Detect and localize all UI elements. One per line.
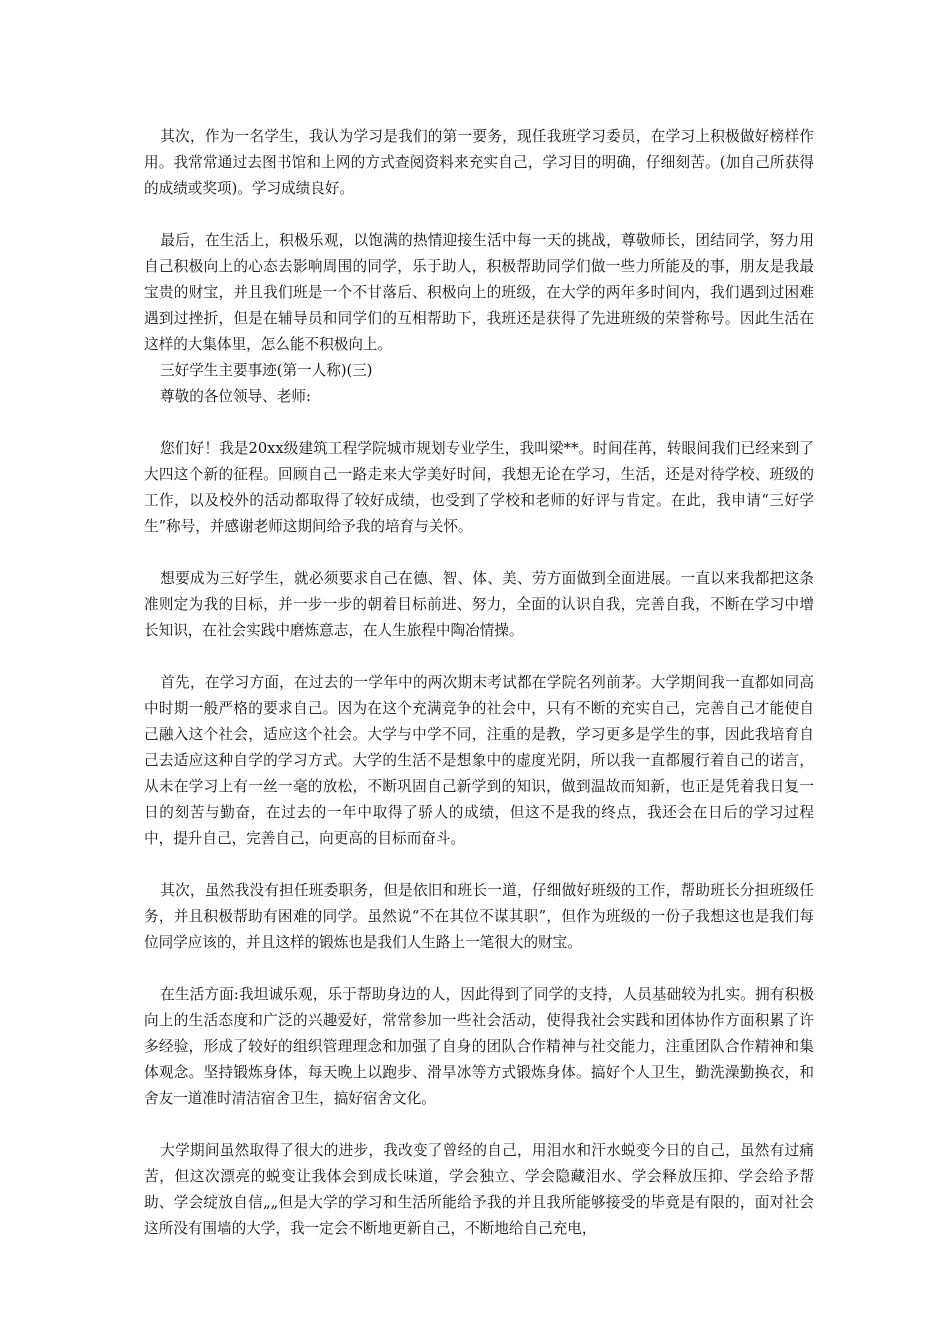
paragraph-text: 其次，虽然我没有担任班委职务，但是依旧和班长一道，仔细做好班级的工作，帮助班长分担班级任务，并且积极帮助有困难的同学。虽然说“不在其位不谋其职”，但作为班级的一份子我想这也是我们每位同学应该的，并且这样的锻炼也是我们人生路上一笔很大的财宝。 [144,882,814,951]
paragraph-text: 首先，在学习方面，在过去的一学年中的两次期末考试都在学院名列前茅。大学期间我一直都如同高中时期一般严格的要求自己。因为在这个充满竞争的社会中，只有不断的充实自己，完善自己才能使自己融入这个社会，适应这个社会。大学与中学不同，注重的是教，学习更多是学生的事，因此我培育自己去适应这种自学的学习方式。大学的生活不是想象中的虚度光阴，所以我一直都履行着自己的诺言，从未在学习上有一丝一毫的放松，不断巩固自己新学到的知识，做到温故而知新，也正是凭着我日复一日的刻苦与勤奋，在过去的一年中取得了骄人的成绩，但这不是我的终点，我还会在日后的学习过程中，提升自己，完善自己，向更高的目标而奋斗。 [144,674,814,847]
paragraph-text: 最后，在生活上，积极乐观，以饱满的热情迎接生活中每一天的挑战，尊敬师长，团结同学，努力用自己积极向上的心态去影响周围的同学，乐于助人，积极帮助同学们做一些力所能及的事，朋友是我最宝贵的财宝，并且我们班是一个不甘落后、积极向上的班级，在大学的两年多时间内，我们遇到过困难遇到过挫折，但是在辅导员和同学们的互相帮助下，我班还是获得了先进班级的荣誉称号。因此生活在这样的大集体里，怎么能不积极向上。 [144,232,814,353]
paragraph-text: 想要成为三好学生，就必须要求自己在德、智、体、美、劳方面做到全面进展。一直以来我都把这条准则定为我的目标，并一步一步的朝着目标前进、努力，全面的认识自我，完善自我，不断在学习中增长知识，在社会实践中磨炼意志，在人生旅程中陶冶情操。 [144,570,814,639]
paragraph-life-attitude [144,228,814,358]
greeting: 尊敬的各位领导、老师: [160,388,311,405]
paragraph-text: 其次，作为一名学生，我认为学习是我们的第一要务，现任我班学习委员，在学习上积极做好榜样作用。我常常通过去图书馆和上网的方式查阅资料来充实自己，学习目的明确，仔细刻苦。(加自己所获得的成绩或奖项)。学习成绩良好。 [144,128,814,197]
paragraph-class-work [144,878,814,956]
paragraph-growth [144,1138,814,1242]
paragraph-text: 您们好！我是20xx级建筑工程学院城市规划专业学生，我叫梁**。时间荏苒，转眼间我们已经来到了大四这个新的征程。回顾自己一路走来大学美好时间，我想无论在学习，生活，还是对待学校、班级的工作，以及校外的活动都取得了较好成绩，也受到了学校和老师的好评与肯定。在此，我申请“三好学生”称号，并感谢老师这期间给予我的培育与关怀。 [144,440,814,535]
paragraph-text: 大学期间虽然取得了很大的进步，我改变了曾经的自己，用泪水和汗水蜕变今日的自己，虽然有过痛苦，但这次漂亮的蜕变让我体会到成长味道，学会独立、学会隐藏泪水、学会释放压抑、学会给予帮助、学会绽放自信„„但是大学的学习和生活所能给予我的并且我所能够接受的毕竟是有限的，面对社会这所没有围墙的大学，我一定会不断地更新自己，不断地给自己充电， [144,1142,814,1237]
paragraph-text: 在生活方面:我坦诚乐观，乐于帮助身边的人，因此得到了同学的支持，人员基础较为扎实。拥有积极向上的生活态度和广泛的兴趣爱好，常常参加一些社会活动，使得我社会实践和团体协作方面积累了许多经验，形成了较好的组织管理理念和加强了自身的团队合作精神与社交能力，注重团队合作精神和集体观念。坚持锻炼身体，每天晚上以跑步、滑旱冰等方式锻炼身体。搞好个人卫生，勤洗澡勤换衣，和舍友一道准时清洁宿舍卫生，搞好宿舍文化。 [144,986,814,1107]
document-content [144,124,814,1268]
paragraph-study-role [144,124,814,202]
section-title: 三好学生主要事迹(第一人称)(三) [160,362,373,379]
paragraph-study [144,670,814,852]
paragraph-life [144,982,814,1112]
paragraph-introduction [144,436,814,540]
paragraph-goal [144,566,814,644]
